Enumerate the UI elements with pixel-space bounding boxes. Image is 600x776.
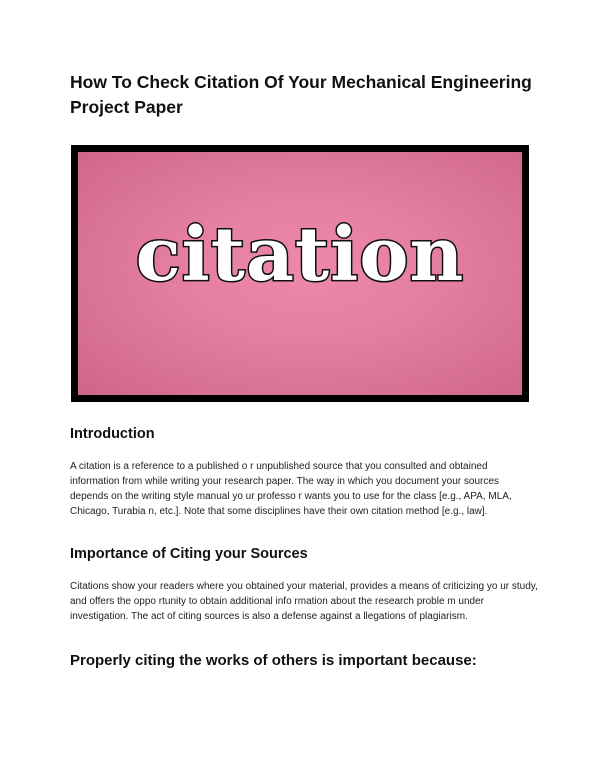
hero-image-word: citation (135, 212, 465, 298)
section-heading-importance: Importance of Citing your Sources (70, 546, 308, 562)
section-heading-introduction: Introduction (70, 426, 155, 442)
document-title: How To Check Citation Of Your Mechanical Engineering Project Paper (70, 72, 532, 117)
citation-hero-image (71, 145, 529, 402)
section-heading-properly-citing: Properly citing the works of others is important because: (70, 652, 477, 669)
section-paragraph-introduction: A citation is a reference to a published o r unpublished source that you consulted and obtained information from while writing your research paper. The way in which you document your sources depends on the writing style manual yo ur professo r wants you to use for the class [e.g., APA, MLA, Chicago, Turabia n, etc.]. Note that some disciplines have their own citation method [e.g., law]. (70, 461, 512, 517)
section-paragraph-importance: Citations show your readers where you obtained your material, provides a means of criticizing yo ur study, and offers the oppo rtunity to obtain additional info rmation about the research proble m under investigation. The act of citing sources is also a defense against a llegations of plagiarism. (70, 581, 538, 622)
